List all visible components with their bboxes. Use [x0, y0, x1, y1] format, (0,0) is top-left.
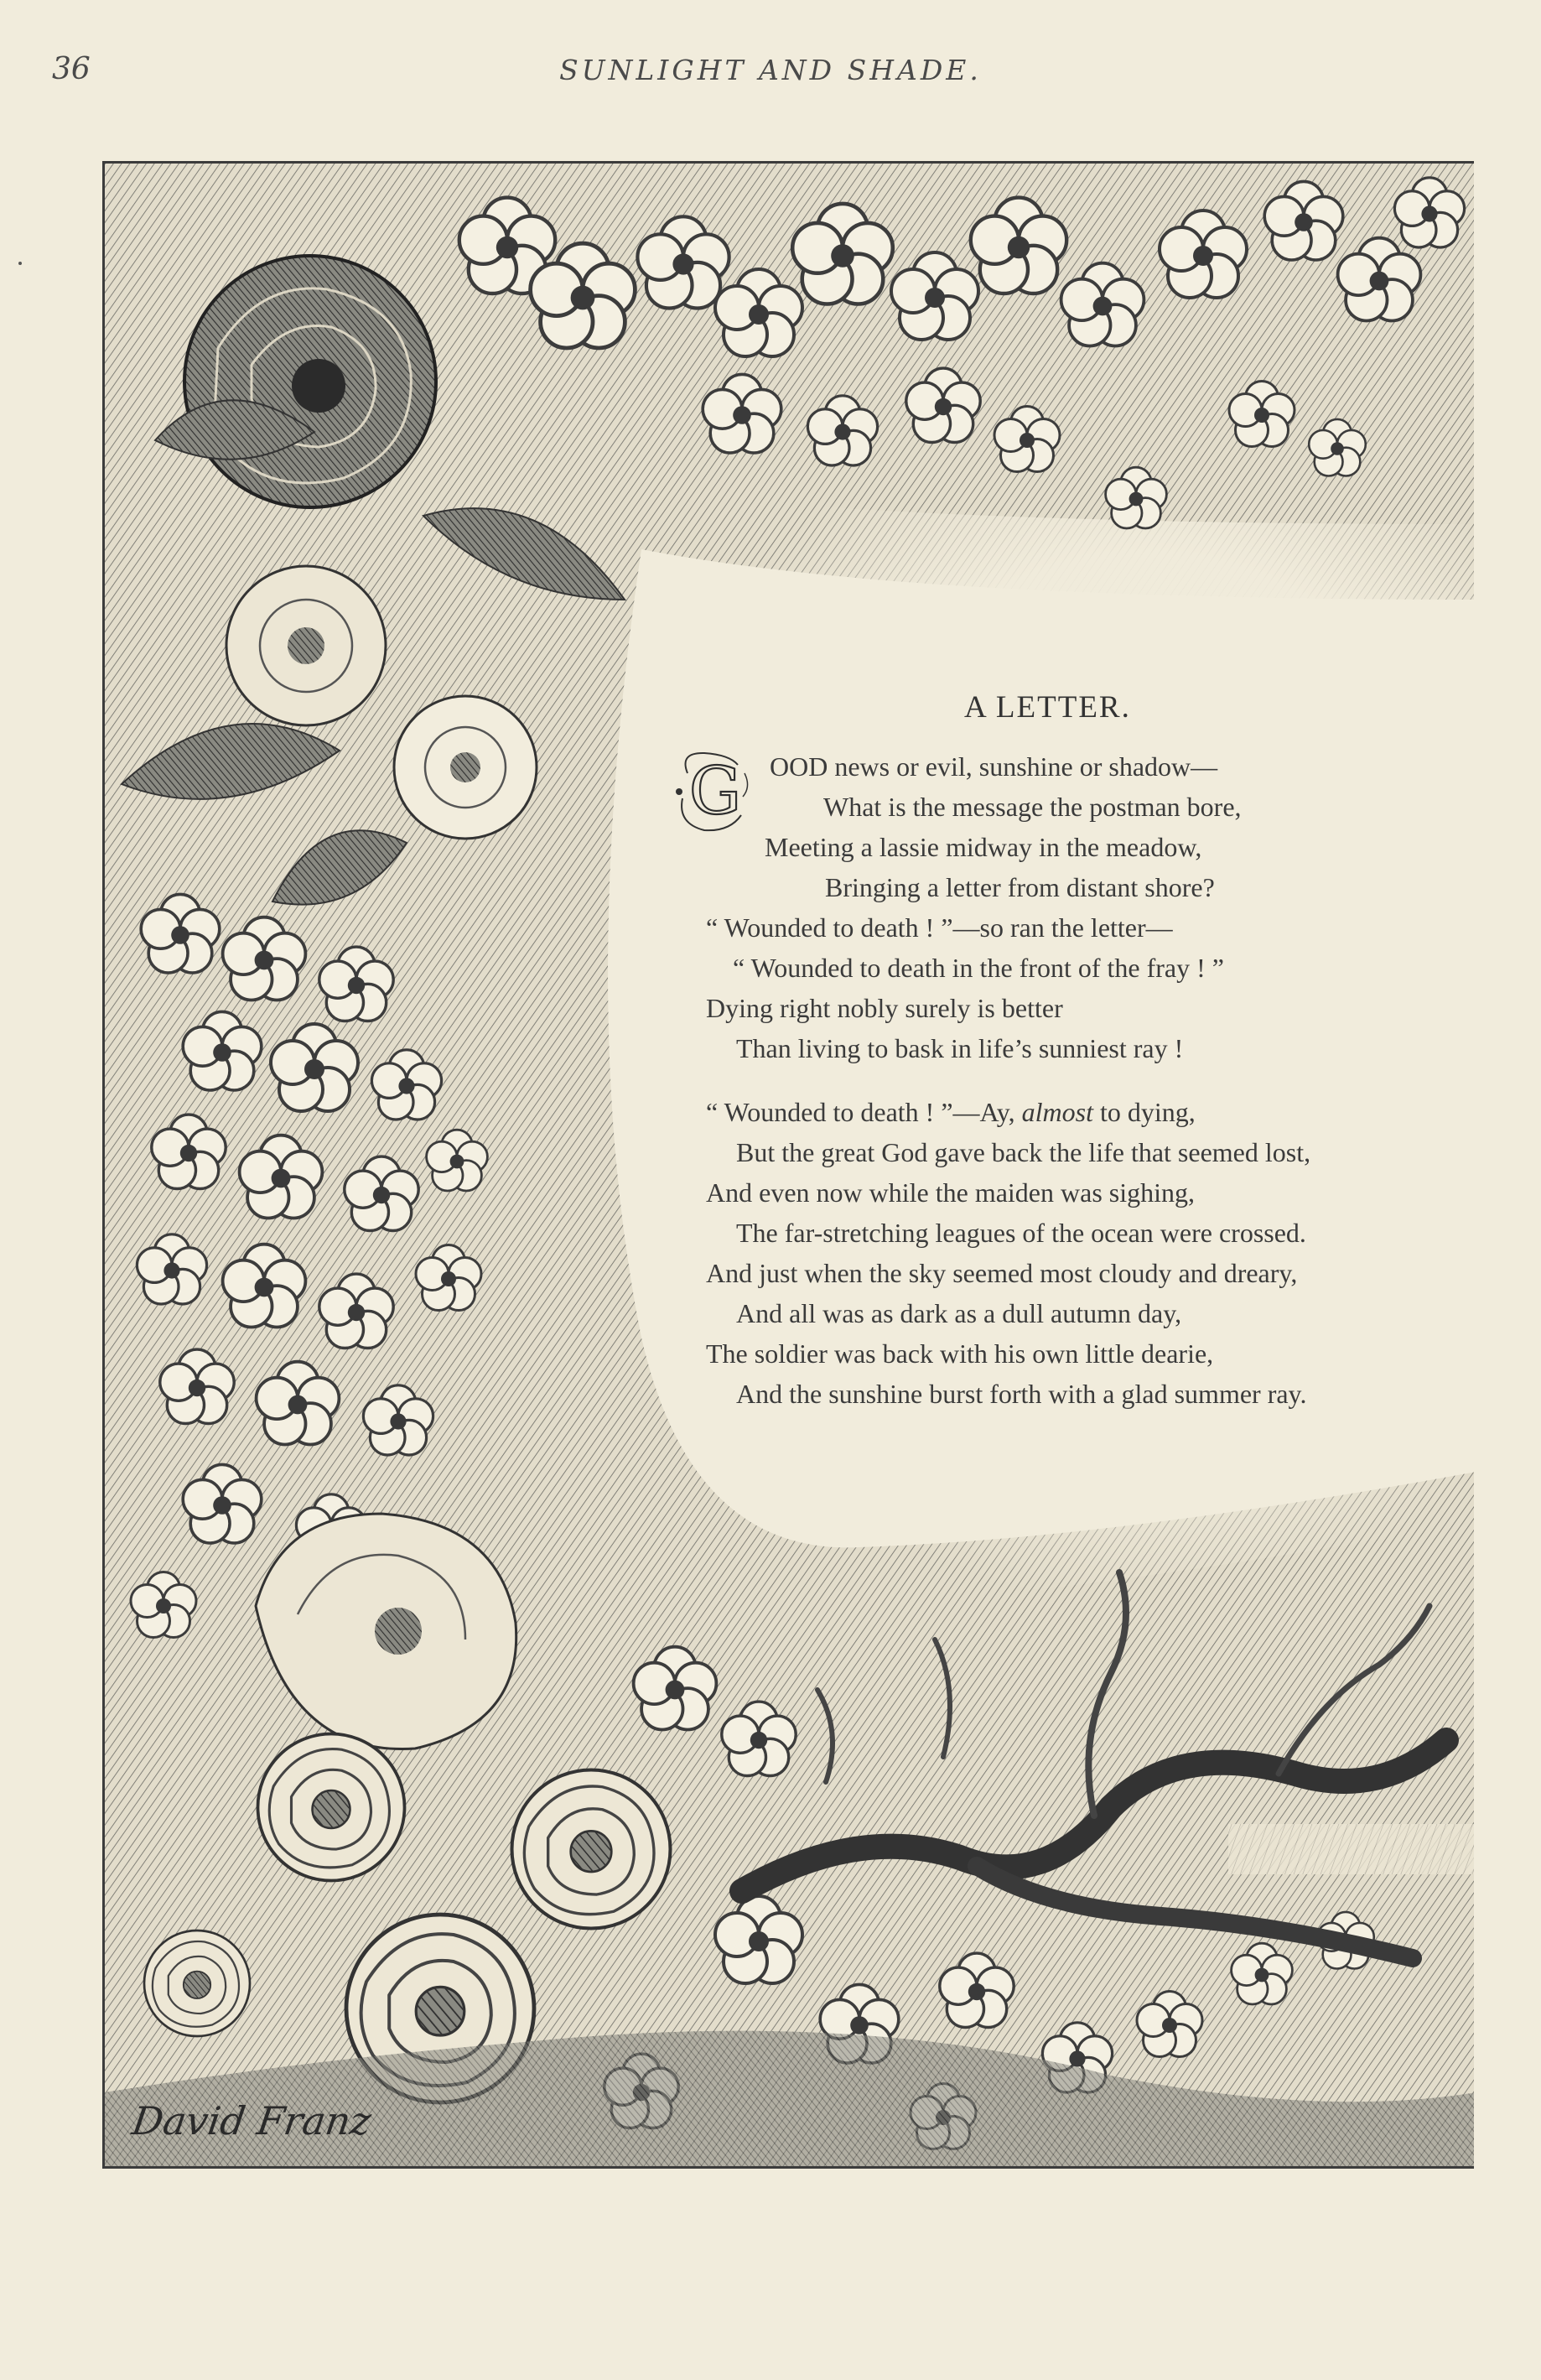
poem-line: And all was as dark as a dull autumn day, — [736, 1298, 1182, 1328]
artist-signature: David Franz — [129, 2098, 375, 2144]
poem-line: And the sunshine burst forth with a glad summer ray. — [736, 1379, 1307, 1409]
poem-text: “ Wounded to death ! ”—Ay, — [706, 1097, 1022, 1127]
poem-line: Dying right nobly surely is better — [706, 993, 1063, 1023]
poem-line: The far-stretching leagues of the ocean were crossed. — [736, 1218, 1306, 1248]
poem-title: A LETTER. — [964, 690, 1131, 725]
poem-line: “ Wounded to death in the front of the fray ! ” — [733, 953, 1224, 983]
poem-text: to dying, — [1092, 1097, 1196, 1127]
poem-line: What is the message the postman bore, — [823, 792, 1242, 822]
poem-line: The soldier was back with his own little dearie, — [706, 1338, 1214, 1369]
poem-line: And even now while the maiden was sighing, — [706, 1177, 1195, 1208]
poem-line: And just when the sky seemed most cloudy and dreary, — [706, 1258, 1298, 1288]
poem-line: Than living to bask in life’s sunniest ray ! — [736, 1033, 1184, 1063]
poem-italic-word: almost — [1021, 1097, 1093, 1127]
poem-line: “ Wounded to death ! ”—so ran the letter— — [706, 912, 1173, 943]
margin-speck — [18, 262, 22, 265]
page-number: 36 — [52, 52, 91, 86]
poem-line: Bringing a letter from distant shore? — [825, 872, 1215, 902]
poem-line-with-italic — [706, 1092, 1196, 1132]
poem-line: OOD news or evil, sunshine or shadow— — [770, 751, 1218, 782]
poem-line: But the great God gave back the life that seemed lost, — [736, 1137, 1311, 1167]
drop-cap-letter: G — [688, 754, 742, 829]
running-head: SUNLIGHT AND SHADE. — [559, 54, 982, 86]
poem-line: Meeting a lassie midway in the meadow, — [765, 832, 1202, 862]
ornamental-drop-cap — [671, 748, 760, 837]
